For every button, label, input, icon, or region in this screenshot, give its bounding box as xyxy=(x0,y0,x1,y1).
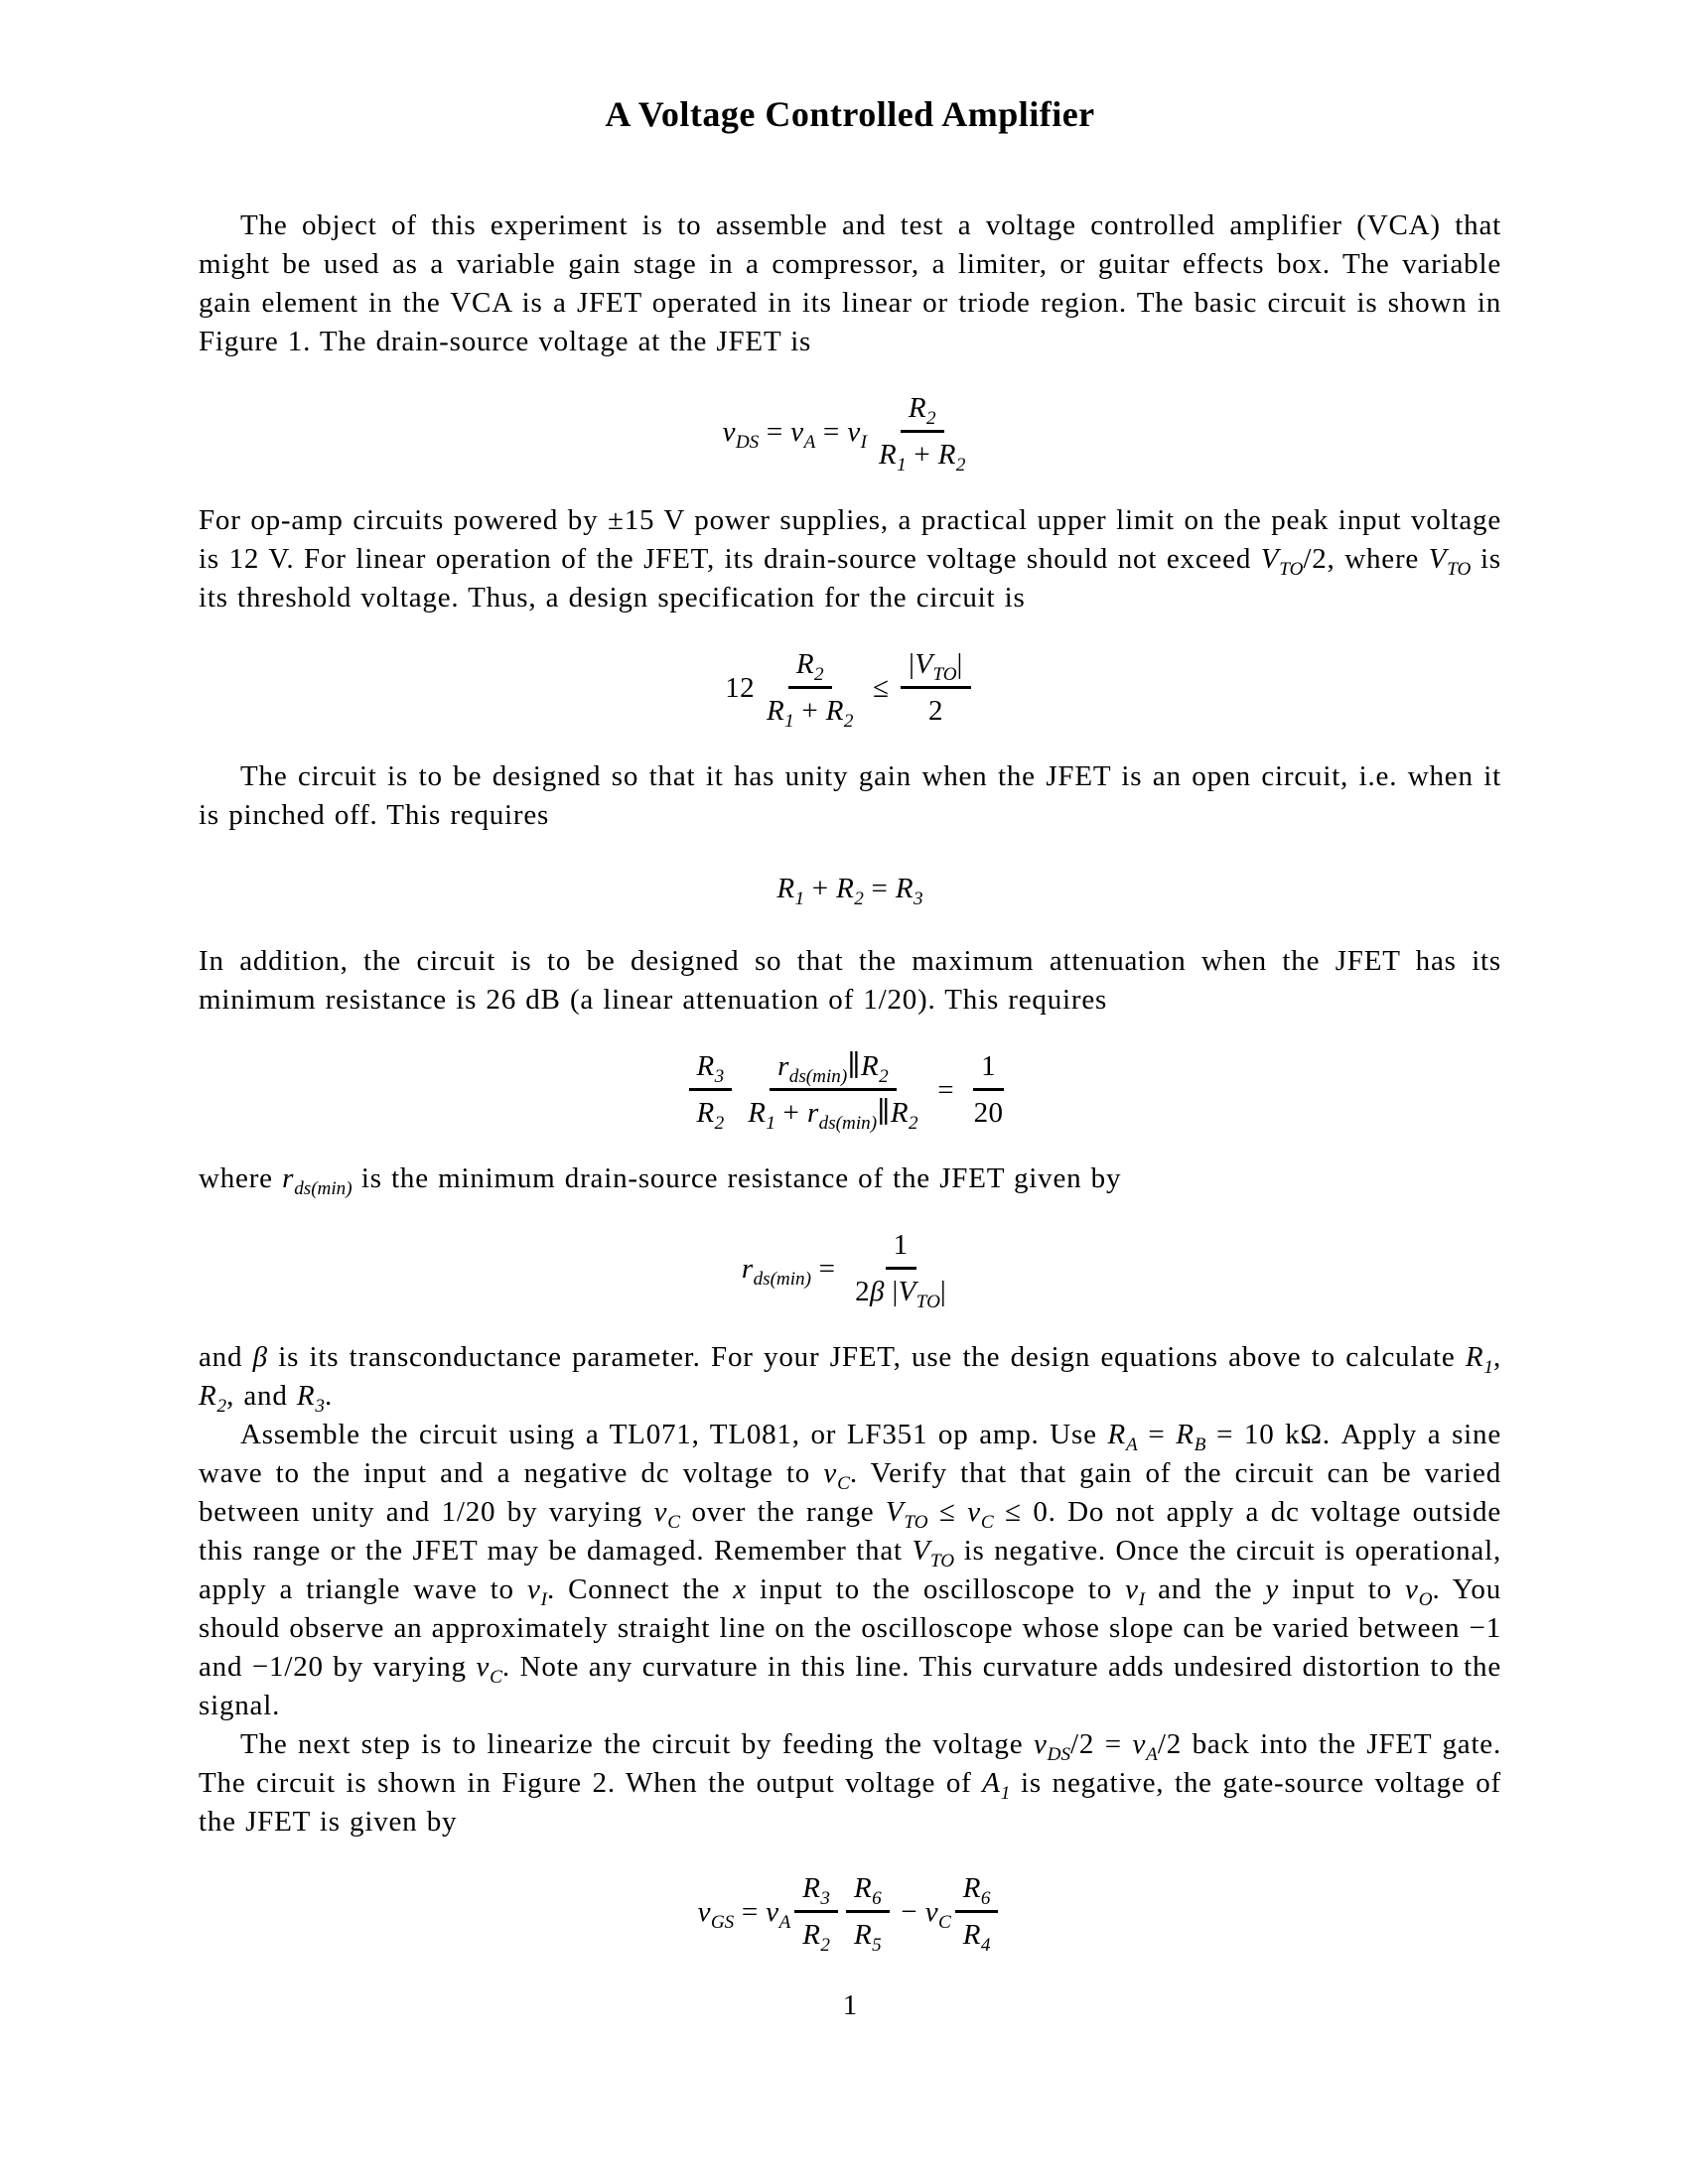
text-run: is negative, the gate-source voltage of the JFET is given by xyxy=(199,1767,1501,1838)
math-var xyxy=(767,695,794,732)
text-run: input to the oscilloscope to xyxy=(746,1573,1126,1605)
text-run: For op-amp circuits powered by ±15 V power supplies, a practical upper limit on the peak input voltage is 12 V. For linear operation of the JFET, its drain-source voltage should not exceed xyxy=(199,504,1501,575)
math-subscript: ds(min) xyxy=(753,1268,811,1290)
text-run: The next step is to linearize the circuit by feeding the voltage xyxy=(240,1728,1034,1760)
math-var xyxy=(836,871,864,909)
math-subscript: I xyxy=(1138,1588,1146,1610)
math-var xyxy=(825,695,854,732)
math-var-symbol: v xyxy=(1405,1573,1419,1605)
text-run: ∥ xyxy=(847,1050,862,1082)
math-var xyxy=(795,648,824,685)
paragraph-rds-min xyxy=(199,1160,1501,1198)
math-var-symbol: R xyxy=(861,1050,880,1082)
math-var-symbol: R xyxy=(696,1050,715,1082)
equation-drain-source-voltage xyxy=(199,389,1501,474)
math-var-symbol: V xyxy=(914,648,933,680)
math-var xyxy=(914,648,957,685)
math-subscript: C xyxy=(667,1511,680,1533)
fraction-denominator xyxy=(689,1091,733,1132)
math-subscript: ds(min) xyxy=(818,1112,878,1134)
math-subscript: 2 xyxy=(820,1934,830,1956)
math-var xyxy=(908,392,936,429)
math-fraction xyxy=(955,1869,999,1954)
fraction-numerator xyxy=(788,645,832,689)
math-var xyxy=(653,1496,680,1533)
text-run: . Verify that that gain of the circuit can be varied between unity and 1/20 by varying xyxy=(199,1457,1501,1528)
text-run: | xyxy=(909,648,915,680)
math-var xyxy=(1132,1728,1158,1765)
math-var-symbol: R xyxy=(776,873,795,904)
math-subscript: 3 xyxy=(914,887,923,909)
math-subscript: 2 xyxy=(854,887,864,909)
math-var-symbol: R xyxy=(836,873,855,904)
text-run: over the range xyxy=(680,1496,886,1528)
math-var xyxy=(937,439,966,476)
text-run: 2 xyxy=(927,695,943,727)
math-subscript: 2 xyxy=(955,454,966,476)
math-subscript: A xyxy=(778,1911,791,1933)
fraction-denominator xyxy=(794,1913,838,1954)
math-var-symbol: v xyxy=(790,415,804,448)
math-subscript: 1 xyxy=(897,454,907,476)
math-subscript: I xyxy=(860,431,867,453)
math-fraction xyxy=(871,389,973,474)
fraction-numerator xyxy=(973,1047,1004,1091)
math-subscript: TO xyxy=(1279,558,1304,580)
math-subscript: 2 xyxy=(843,710,854,732)
text-run: = 10 kΩ. Apply a sine wave to the input and a negative dc voltage to xyxy=(199,1419,1502,1489)
fraction-numerator xyxy=(770,1047,897,1091)
text-run: ∥ xyxy=(877,1097,891,1129)
math-var-symbol: v xyxy=(1125,1573,1139,1605)
math-var-symbol: R xyxy=(895,873,914,904)
fraction-denominator xyxy=(847,1270,954,1310)
page-number: 1 xyxy=(842,1989,858,2021)
math-var xyxy=(722,414,760,453)
math-fraction xyxy=(740,1047,925,1132)
math-subscript: TO xyxy=(932,663,957,685)
fraction-numerator xyxy=(901,645,971,689)
fraction-numerator xyxy=(794,1869,838,1913)
math-var-symbol: R xyxy=(296,1380,316,1412)
text-run: is its threshold voltage. Thus, a design specification for the circuit is xyxy=(199,543,1501,614)
fraction-denominator xyxy=(759,689,861,730)
math-subscript: 3 xyxy=(714,1065,725,1087)
math-fraction xyxy=(966,1047,1012,1132)
math-var xyxy=(823,1457,850,1494)
math-var-symbol: R xyxy=(795,648,815,680)
math-var xyxy=(748,1097,775,1134)
text-run: | xyxy=(956,648,963,680)
text-run: 2 xyxy=(855,1276,870,1307)
math-subscript: 3 xyxy=(820,1887,830,1909)
math-subscript: 3 xyxy=(315,1395,325,1417)
math-var xyxy=(766,1894,791,1933)
text-run: /2 back into the JFET gate. The circuit is shown in Figure 2. When the output voltage of xyxy=(199,1728,1502,1799)
text-run: + xyxy=(774,1097,807,1129)
math-var-symbol: R xyxy=(878,439,898,471)
math-subscript: GS xyxy=(710,1911,735,1933)
text-run: The circuit is to be designed so that it has unity gain when the JFET is an open circuit, i.e. when it is pinched off. This requires xyxy=(199,760,1501,831)
math-var-symbol: R xyxy=(199,1380,217,1412)
math-var xyxy=(853,1919,882,1956)
math-subscript: 2 xyxy=(216,1395,227,1417)
math-var xyxy=(885,1496,928,1533)
fraction-numerator xyxy=(886,1226,916,1270)
text-run: 20 xyxy=(973,1097,1004,1129)
math-var xyxy=(982,1767,1011,1804)
math-subscript: 1 xyxy=(1000,1782,1011,1804)
text-run: . Note any curvature in this line. This curvature adds undesired distortion to the signal. xyxy=(199,1651,1501,1721)
math-var-symbol: r xyxy=(777,1050,789,1082)
equation-gate-source-voltage xyxy=(199,1869,1501,1954)
math-var xyxy=(1176,1419,1206,1455)
math-subscript: 6 xyxy=(980,1887,991,1909)
math-fraction xyxy=(846,1869,890,1954)
text-run: + xyxy=(906,439,938,471)
math-var xyxy=(776,871,805,909)
text-run: 1 xyxy=(981,1050,996,1082)
math-var-symbol: V xyxy=(885,1496,905,1528)
text-run: | xyxy=(884,1276,899,1307)
fraction-denominator xyxy=(871,433,973,474)
math-var-symbol: R xyxy=(825,695,844,727)
paragraph-assembly xyxy=(199,1416,1501,1725)
italic-run: β xyxy=(869,1276,885,1307)
math-subscript: 2 xyxy=(909,1112,918,1134)
math-var-symbol: R xyxy=(802,1872,821,1904)
math-var xyxy=(1260,543,1304,580)
math-var-symbol: r xyxy=(282,1162,295,1194)
text-run: + xyxy=(804,873,837,904)
text-run: . Connect the xyxy=(546,1573,734,1605)
math-subscript: 2 xyxy=(714,1112,725,1134)
paragraph-intro xyxy=(199,206,1501,361)
text-run: /2, where xyxy=(1303,543,1429,575)
math-subscript: 1 xyxy=(766,1112,775,1134)
math-var-symbol: r xyxy=(741,1252,754,1285)
text-run: and xyxy=(199,1341,253,1373)
equation-rds-min xyxy=(199,1226,1501,1310)
math-var-symbol: R xyxy=(908,392,926,424)
text-run: . xyxy=(324,1380,334,1412)
math-fraction xyxy=(901,645,971,730)
math-var-symbol: V xyxy=(898,1276,916,1307)
text-run: ≤ xyxy=(927,1496,968,1528)
math-subscript: 2 xyxy=(925,407,936,429)
text-run: ≤ xyxy=(865,671,898,704)
math-var xyxy=(802,1919,830,1956)
math-subscript: C xyxy=(837,1472,850,1494)
text-run: The object of this experiment is to assemble and test a voltage controlled amplifier (VCA) that might be used as a variable gain stage in a compressor, a limiter, or guitar effects box. The variable gain element in the VCA is a JFET operated in its linear or triode region. The basic circuit is shown in Figure 1. The drain-source voltage at the JFET is xyxy=(199,209,1501,357)
text-run: Assemble the circuit using a TL071, TL081, or LF351 op amp. Use xyxy=(240,1419,1108,1450)
math-subscript: 6 xyxy=(872,1887,882,1909)
math-var-symbol: v xyxy=(823,1457,838,1489)
math-subscript: 1 xyxy=(784,710,794,732)
math-subscript: 4 xyxy=(980,1934,991,1956)
paragraph-transconductance xyxy=(199,1338,1501,1416)
math-var xyxy=(696,1097,725,1134)
math-var xyxy=(890,1097,918,1134)
text-run: 12 xyxy=(725,671,756,704)
math-var-symbol: v xyxy=(1132,1728,1147,1760)
math-var xyxy=(697,1894,735,1933)
math-var xyxy=(199,1380,227,1417)
text-run: = xyxy=(734,1895,767,1928)
math-fraction xyxy=(759,645,861,730)
math-var-symbol: R xyxy=(890,1097,910,1129)
math-var-symbol: v xyxy=(967,1496,981,1528)
text-run: ≤ 0. Do not apply a dc voltage outside this range or the JFET may be damaged. Remember that xyxy=(199,1496,1501,1567)
text-run: + xyxy=(793,695,826,727)
math-var xyxy=(476,1651,502,1688)
text-run: , and xyxy=(226,1380,297,1412)
italic-run: β xyxy=(252,1341,268,1373)
fraction-numerator xyxy=(846,1869,890,1913)
paragraph-unity-gain xyxy=(199,757,1501,835)
math-var-symbol: R xyxy=(962,1872,981,1904)
math-fraction xyxy=(689,1047,733,1132)
math-var-symbol: r xyxy=(806,1097,819,1129)
math-subscript: DS xyxy=(1047,1743,1071,1765)
text-run: = xyxy=(929,1073,962,1106)
math-var-symbol: R xyxy=(853,1919,873,1951)
math-var xyxy=(1107,1419,1138,1455)
math-subscript: C xyxy=(937,1911,951,1933)
math-var-symbol: R xyxy=(696,1097,715,1129)
math-fraction xyxy=(847,1226,954,1310)
math-var xyxy=(847,414,867,453)
math-var-symbol: v xyxy=(653,1496,668,1528)
math-var xyxy=(1428,543,1472,580)
text-run: input to xyxy=(1279,1573,1406,1605)
math-var xyxy=(967,1496,994,1533)
math-var xyxy=(962,1872,991,1909)
math-var xyxy=(696,1050,725,1087)
math-subscript: A xyxy=(1125,1433,1138,1455)
text-run: = xyxy=(1137,1419,1177,1450)
math-var xyxy=(777,1050,848,1087)
paragraph-attenuation xyxy=(199,942,1501,1020)
math-subscript: 2 xyxy=(814,663,824,685)
text-run: /2 = xyxy=(1070,1728,1133,1760)
math-subscript: C xyxy=(980,1511,994,1533)
math-var-symbol: V xyxy=(1260,543,1280,575)
math-subscript: DS xyxy=(735,431,760,453)
math-var-symbol: v xyxy=(526,1573,541,1605)
math-subscript: 1 xyxy=(1483,1356,1493,1378)
math-var-symbol: R xyxy=(802,1919,821,1951)
math-fraction xyxy=(794,1869,838,1954)
math-subscript: TO xyxy=(1447,558,1472,580)
math-var xyxy=(790,414,816,453)
math-var xyxy=(1033,1728,1071,1765)
fraction-denominator xyxy=(920,689,951,730)
math-var xyxy=(924,1894,951,1933)
text-run: = xyxy=(863,873,896,904)
math-var xyxy=(878,439,907,476)
math-var-symbol: R xyxy=(748,1097,767,1129)
math-var-symbol: v xyxy=(722,415,736,448)
equation-design-spec xyxy=(199,645,1501,730)
fraction-numerator xyxy=(901,389,944,433)
math-var xyxy=(526,1573,547,1610)
fraction-denominator xyxy=(955,1913,999,1954)
italic-run: x xyxy=(733,1573,747,1605)
math-subscript: A xyxy=(1146,1743,1158,1765)
math-var-symbol: A xyxy=(982,1767,1001,1799)
math-var-symbol: R xyxy=(937,439,956,471)
math-var-symbol: R xyxy=(1107,1419,1126,1450)
math-subscript: O xyxy=(1418,1588,1433,1610)
italic-run: y xyxy=(1265,1573,1280,1605)
math-subscript: TO xyxy=(930,1550,955,1571)
fraction-denominator xyxy=(740,1091,925,1132)
math-var xyxy=(962,1919,991,1956)
math-subscript: 2 xyxy=(879,1065,889,1087)
text-run: is its transconductance parameter. For your JFET, use the design equations above to calculate xyxy=(267,1341,1466,1373)
math-var xyxy=(282,1162,352,1199)
math-var-symbol: R xyxy=(1176,1419,1195,1450)
math-var xyxy=(1405,1573,1433,1610)
text-run: and the xyxy=(1145,1573,1266,1605)
math-var-symbol: V xyxy=(912,1535,930,1567)
math-subscript: 1 xyxy=(794,887,805,909)
fraction-denominator xyxy=(846,1913,890,1954)
math-var xyxy=(806,1097,878,1134)
math-var xyxy=(296,1380,325,1417)
math-var-symbol: R xyxy=(767,695,785,727)
math-var-symbol: v xyxy=(924,1895,938,1928)
equation-resistor-sum xyxy=(199,871,1501,909)
math-var xyxy=(861,1050,889,1087)
math-var xyxy=(741,1251,811,1290)
text-run: where xyxy=(199,1162,283,1194)
equation-attenuation xyxy=(199,1047,1501,1132)
math-subscript: 5 xyxy=(872,1934,882,1956)
math-var xyxy=(912,1535,955,1571)
math-var xyxy=(898,1276,940,1312)
page-title: A Voltage Controlled Amplifier xyxy=(605,94,1095,134)
math-var-symbol: v xyxy=(766,1895,779,1928)
fraction-numerator xyxy=(689,1047,733,1091)
math-var-symbol: v xyxy=(847,415,861,448)
text-run: In addition, the circuit is to be designed so that the maximum attenuation when the JFET has its minimum resistance is 26 dB (a linear attenuation of 1/20). This requires xyxy=(199,945,1501,1016)
math-var xyxy=(1125,1573,1146,1610)
math-var-symbol: v xyxy=(1033,1728,1048,1760)
text-run: = xyxy=(759,415,791,448)
fraction-denominator xyxy=(966,1091,1012,1132)
math-subscript: B xyxy=(1194,1433,1206,1455)
math-subscript: I xyxy=(540,1588,547,1610)
text-run: | xyxy=(939,1276,947,1307)
math-var xyxy=(853,1872,882,1909)
text-run: 1 xyxy=(893,1229,909,1261)
text-run: is the minimum drain-source resistance of the JFET given by xyxy=(352,1162,1122,1194)
text-run: − xyxy=(893,1895,925,1928)
math-subscript: TO xyxy=(915,1291,940,1312)
math-subscript: ds(min) xyxy=(294,1177,352,1199)
math-var-symbol: R xyxy=(962,1919,981,1951)
math-var xyxy=(802,1872,830,1909)
paragraph-linearize xyxy=(199,1725,1501,1842)
text-run: = xyxy=(815,415,848,448)
text-run: . You should observe an approximately straight line on the oscilloscope whose slope can be varied between −1 and −1/20 by varying xyxy=(199,1573,1502,1683)
text-run: , xyxy=(1492,1341,1501,1373)
math-var xyxy=(1465,1341,1493,1378)
page-content xyxy=(199,0,1501,2022)
math-var xyxy=(895,871,923,909)
math-var-symbol: v xyxy=(476,1651,491,1683)
math-subscript: ds(min) xyxy=(788,1065,848,1087)
math-var-symbol: R xyxy=(1465,1341,1484,1373)
text-run: = xyxy=(811,1252,844,1285)
paragraph-design-spec xyxy=(199,501,1501,617)
math-subscript: C xyxy=(490,1666,502,1688)
math-var-symbol: V xyxy=(1428,543,1448,575)
math-subscript: A xyxy=(803,431,816,453)
math-subscript: TO xyxy=(904,1511,928,1533)
fraction-numerator xyxy=(955,1869,999,1913)
text-run: is negative. Once the circuit is operational, apply a triangle wave to xyxy=(199,1535,1502,1605)
math-var-symbol: R xyxy=(853,1872,873,1904)
math-var-symbol: v xyxy=(697,1895,711,1928)
